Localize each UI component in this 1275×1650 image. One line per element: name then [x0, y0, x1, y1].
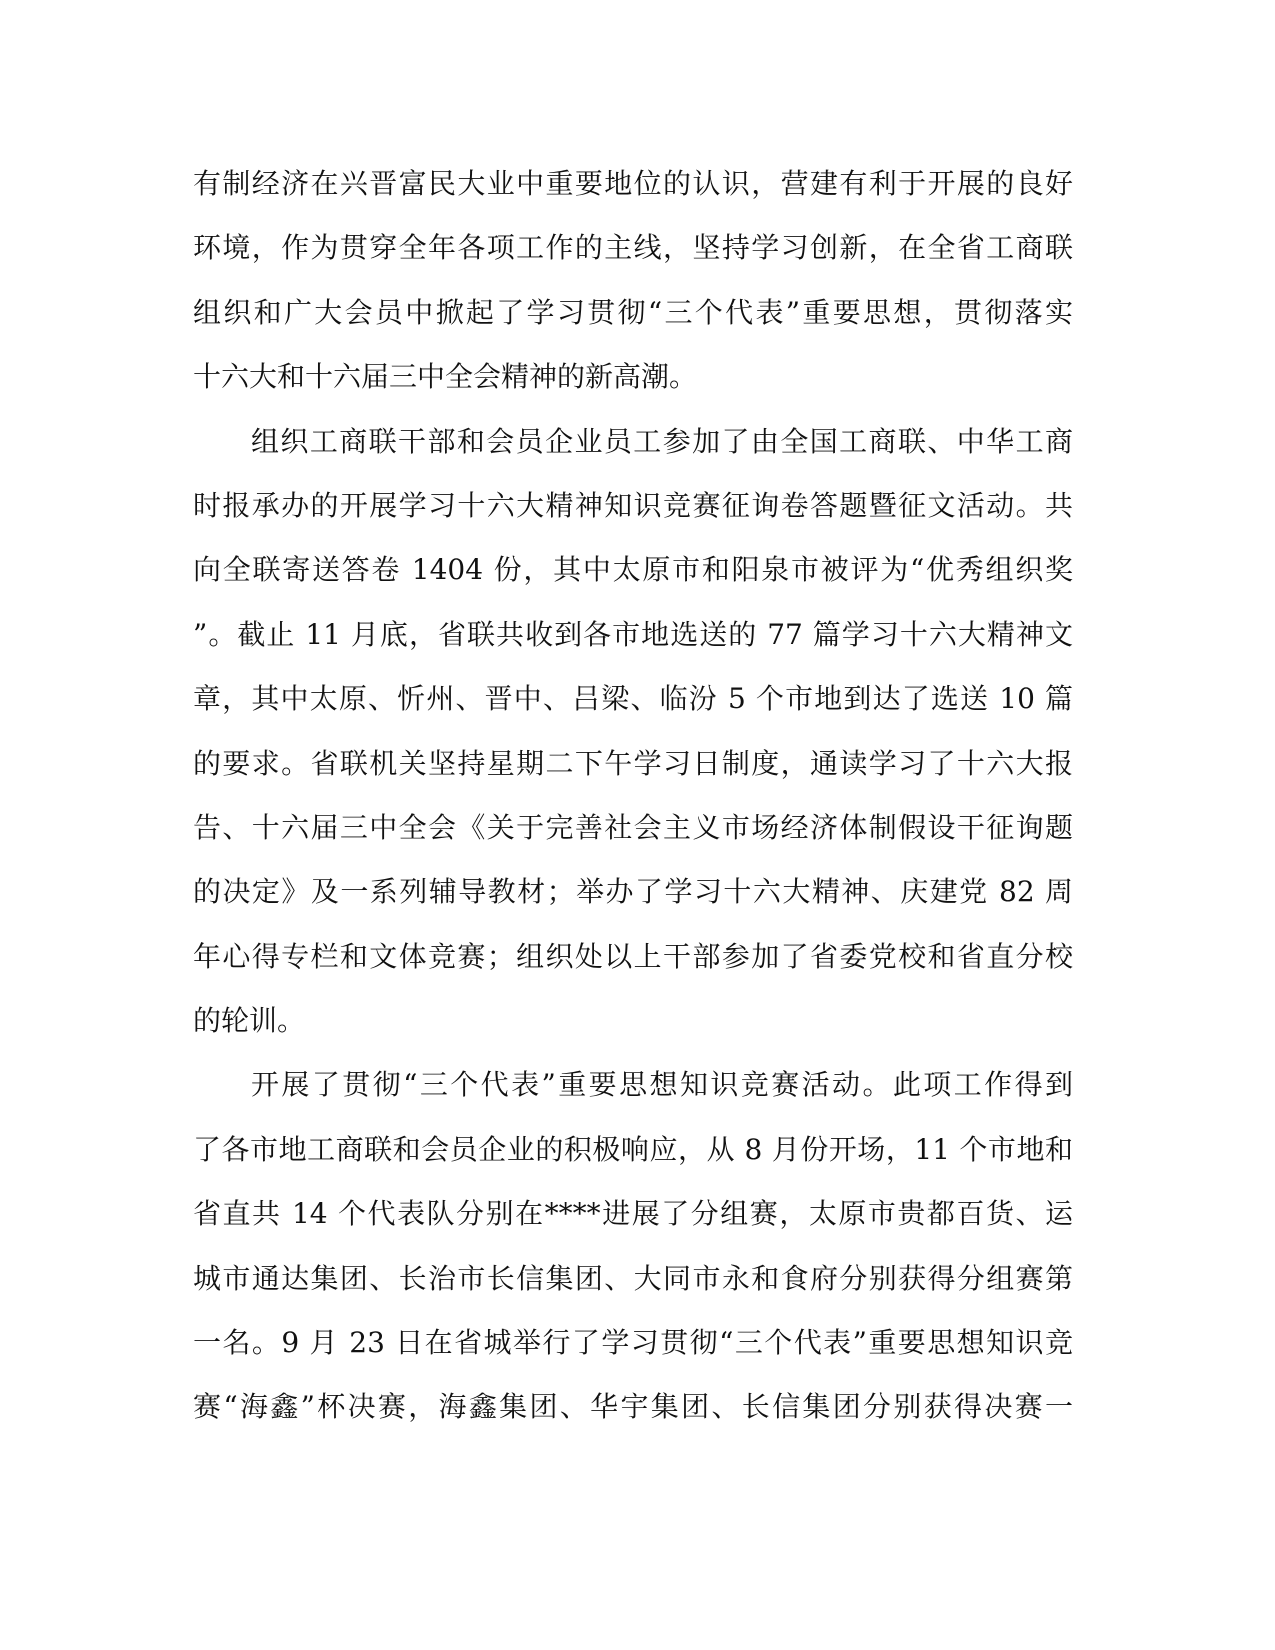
- text-line: ”。截止 11 月底，省联共收到各市地选送的 77 篇学习十六大精神文: [193, 617, 1073, 651]
- text-line: 章，其中太原、忻州、晋中、吕梁、临汾 5 个市地到达了选送 10 篇: [193, 682, 1073, 716]
- text-line: 组织和广大会员中掀起了学习贯彻“三个代表”重要思想，贯彻落实: [193, 295, 1073, 329]
- paragraph-2: [193, 410, 1073, 1054]
- paragraph-1: [193, 152, 1073, 410]
- text-line: 有制经济在兴晋富民大业中重要地位的认识，营建有利于开展的良好: [193, 167, 1073, 200]
- text-line: 组织工商联干部和会员企业员工参加了由全国工商联、中华工商: [251, 424, 1073, 458]
- text-line: 年心得专栏和文体竞赛；组织处以上干部参加了省委党校和省直分校: [193, 939, 1073, 973]
- text-line: 赛“海鑫”杯决赛，海鑫集团、华宇集团、长信集团分别获得决赛一: [193, 1390, 1073, 1424]
- body-text: [193, 152, 1073, 1440]
- text-line: 的轮训。: [193, 1004, 306, 1038]
- text-line: 向全联寄送答卷 1404 份，其中太原市和阳泉市被评为“优秀组织奖: [193, 553, 1073, 587]
- text-line: 开展了贯彻“三个代表”重要思想知识竞赛活动。此项工作得到: [251, 1068, 1073, 1102]
- paragraph-3: [193, 1053, 1073, 1439]
- text-line: 十六大和十六届三中全会精神的新高潮。: [193, 360, 698, 394]
- text-line: 城市通达集团、长治市长信集团、大同市永和食府分别获得分组赛第: [193, 1261, 1073, 1295]
- text-line: 的要求。省联机关坚持星期二下午学习日制度，通读学习了十六大报: [193, 746, 1073, 780]
- text-line: 一名。9 月 23 日在省城举行了学习贯彻“三个代表”重要思想知识竞: [193, 1326, 1073, 1360]
- text-line: 时报承办的开展学习十六大精神知识竞赛征询卷答题暨征文活动。共: [193, 488, 1073, 522]
- text-line: 了各市地工商联和会员企业的积极响应，从 8 月份开场，11 个市地和: [193, 1132, 1073, 1166]
- text-line: 告、十六届三中全会《关于完善社会主义市场经济体制假设干征询题: [193, 810, 1073, 844]
- text-line: 环境，作为贯穿全年各项工作的主线，坚持学习创新，在全省工商联: [193, 231, 1073, 265]
- text-line: 的决定》及一系列辅导教材；举办了学习十六大精神、庆建党 82 周: [193, 875, 1073, 909]
- text-line: 省直共 14 个代表队分别在****进展了分组赛，太原市贵都百货、运: [193, 1197, 1073, 1231]
